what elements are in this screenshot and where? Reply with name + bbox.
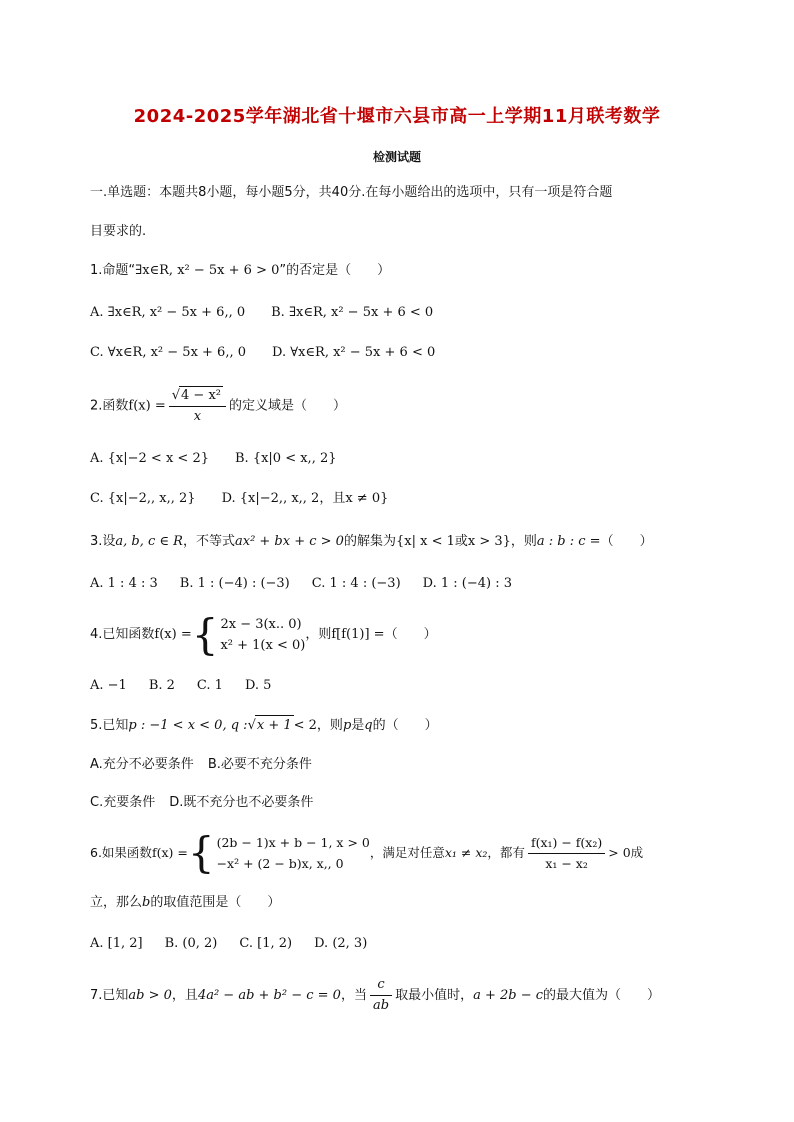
q5-mid: ，则	[316, 718, 343, 733]
q5-q: q	[364, 718, 373, 733]
question-6-stem	[90, 828, 644, 877]
q6-numerator: f(x₁) − f(x₂)	[528, 834, 605, 854]
question-3-options	[90, 574, 534, 594]
page-subtitle: 检测试题	[372, 150, 421, 164]
q6-denominator: x₁ − x₂	[545, 855, 588, 871]
q6-option-d: D. (2, 3)	[314, 936, 368, 951]
q5-math1: p : −1 < x < 0, q :	[128, 718, 248, 733]
q3-option-c: C. 1 : 4 : (−3)	[311, 576, 401, 591]
q6-option-c: C. [1, 2)	[239, 936, 293, 951]
q4-suffix: （ ）	[384, 627, 437, 642]
q2-fraction	[169, 386, 226, 426]
q6-line2-suffix: 的取值范围是（ ）	[150, 895, 281, 910]
section-intro: 一.单选题：本题共8小题，每小题5分，共40分.在每小题给出的选项中，只有一项是符合题	[90, 185, 613, 200]
q7-numerator: c	[370, 976, 392, 996]
question-1-stem	[90, 261, 390, 281]
q6-math: x₁ ≠ x₂	[444, 845, 488, 860]
q5-sqrt: √x + 1	[248, 718, 294, 733]
q6-mid2: ，都有	[487, 845, 525, 860]
q3-option-b: B. 1 : (−4) : (−3)	[179, 576, 290, 591]
question-2-stem	[90, 386, 346, 426]
q6-option-b: B. (0, 2)	[164, 936, 218, 951]
q6-func: f(x) =	[151, 845, 188, 860]
q3-math2: ax² + bx + c > 0	[234, 534, 344, 549]
q1-option-a: A. ∃x∈R, x² − 5x + 6,, 0	[90, 305, 246, 320]
q4-cases	[220, 614, 305, 656]
q6-prefix: 6.如果函数	[90, 845, 152, 860]
q1-prefix: 1.命题“	[90, 263, 136, 278]
q6-case-2: −x² + (2 − b)x, x,, 0	[216, 856, 344, 871]
q4-math: f[f(1)] =	[331, 627, 385, 642]
q3-math3: {x| x < 1或x > 3}	[395, 534, 511, 549]
q7-mid3: 取最小值时，	[395, 987, 474, 1003]
question-5-options-row2	[90, 793, 339, 813]
q1-option-d: D. ∀x∈R, x² − 5x + 6 < 0	[272, 345, 436, 360]
q1-math: ∃x∈R, x² − 5x + 6 > 0	[135, 263, 280, 278]
q4-func: f(x) =	[154, 627, 192, 642]
q5-prefix: 5.已知	[90, 718, 129, 733]
q4-option-a: A. −1	[90, 678, 127, 693]
question-4-stem	[90, 610, 437, 659]
q6-option-a: A. [1, 2]	[90, 936, 143, 951]
question-3-stem	[90, 532, 653, 552]
question-5-stem	[90, 715, 438, 736]
page-title: 2024-2025学年湖北省十堰市六县市高一上学期11月联考数学	[133, 106, 661, 127]
q7-math1: ab > 0	[128, 987, 172, 1003]
q3-option-a: A. 1 : 4 : 3	[90, 576, 158, 591]
q1-option-b: B. ∃x∈R, x² − 5x + 6 < 0	[271, 305, 434, 320]
q7-math2: 4a² − ab + b² − c = 0	[197, 987, 341, 1003]
q4-prefix: 4.已知函数	[90, 627, 155, 642]
q4-brace: {	[191, 610, 219, 659]
q5-option-b: B.必要不充分条件	[207, 757, 312, 772]
q6-suffix: 成	[630, 845, 644, 860]
q5-p: p	[342, 718, 352, 733]
q7-fraction	[370, 976, 392, 1015]
q4-case-2: x² + 1(x < 0)	[220, 638, 306, 653]
q7-mid: ，且	[171, 987, 198, 1003]
q3-prefix: 3.设	[90, 534, 116, 549]
q5-option-c: C.充要条件	[90, 795, 156, 810]
q5-math2: < 2	[293, 718, 317, 733]
question-4-options	[90, 676, 293, 696]
q1-option-c: C. ∀x∈R, x² − 5x + 6,, 0	[90, 345, 246, 360]
q6-line2-math: b	[142, 895, 151, 910]
q5-sqrt-content: x + 1	[255, 715, 294, 736]
q6-brace: {	[187, 828, 215, 877]
q6-line2-prefix: 立，那么	[90, 895, 143, 910]
q3-mid2: 的解集为	[343, 534, 396, 549]
q3-mid: ，不等式	[182, 534, 235, 549]
question-6-stem-line2	[90, 893, 280, 913]
q2-prefix: 2.函数	[90, 398, 129, 414]
q7-suffix: 的最大值为（ ）	[543, 987, 661, 1003]
section-intro-cont: 目要求的.	[90, 224, 147, 239]
q5-suffix: 的（ ）	[372, 718, 438, 733]
q4-case-1: 2x − 3(x.. 0)	[220, 617, 302, 632]
question-7-stem	[90, 976, 660, 1015]
q2-suffix: 的定义域是（ ）	[229, 398, 347, 414]
q2-sqrt-content: 4 − x²	[181, 388, 221, 403]
q5-option-a: A.充分不必要条件	[90, 757, 194, 772]
question-1-options-row1	[90, 303, 459, 323]
q4-option-c: C. 1	[196, 678, 223, 693]
q6-math2: > 0	[608, 845, 631, 860]
q7-denominator: ab	[372, 998, 390, 1013]
q3-math1: a, b, c ∈ R	[115, 534, 183, 549]
q7-mid2: ，当	[340, 987, 367, 1003]
q2-func: f(x) =	[128, 398, 166, 414]
q4-mid: ，则	[305, 627, 332, 642]
question-2-options-row2	[90, 489, 414, 509]
q5-mid2: 是	[351, 718, 365, 733]
q5-option-d: D.既不充分也不必要条件	[169, 795, 314, 810]
q7-math3: a + 2b − c	[473, 987, 544, 1003]
q2-numerator: √4 − x²	[169, 386, 226, 407]
q2-option-b: B. {x|0 < x,, 2}	[235, 451, 337, 466]
q3-mid3: ，则	[510, 534, 537, 549]
question-5-options-row1	[90, 755, 338, 775]
q2-option-a: A. {x|−2 < x < 2}	[90, 451, 209, 466]
q6-case-1: (2b − 1)x + b − 1, x > 0	[216, 835, 370, 850]
q6-fraction	[528, 834, 605, 873]
q3-math4: a : b : c =	[536, 534, 601, 549]
q2-option-d: D. {x|−2,, x,, 2，且x ≠ 0}	[221, 491, 389, 506]
q7-prefix: 7.已知	[90, 987, 129, 1003]
question-6-options	[90, 934, 389, 954]
q1-suffix: ”的否定是（ ）	[279, 263, 391, 278]
q3-suffix: （ ）	[600, 534, 653, 549]
q3-option-d: D. 1 : (−4) : 3	[422, 576, 513, 591]
q4-option-d: D. 5	[244, 678, 272, 693]
question-2-options-row1	[90, 449, 363, 469]
question-1-options-row2	[90, 343, 461, 363]
q2-denominator: x	[193, 409, 202, 424]
q2-option-c: C. {x|−2,, x,, 2}	[90, 491, 196, 506]
q6-mid: ，满足对任意	[369, 845, 445, 860]
q6-cases	[217, 832, 370, 874]
q4-option-b: B. 2	[148, 678, 175, 693]
